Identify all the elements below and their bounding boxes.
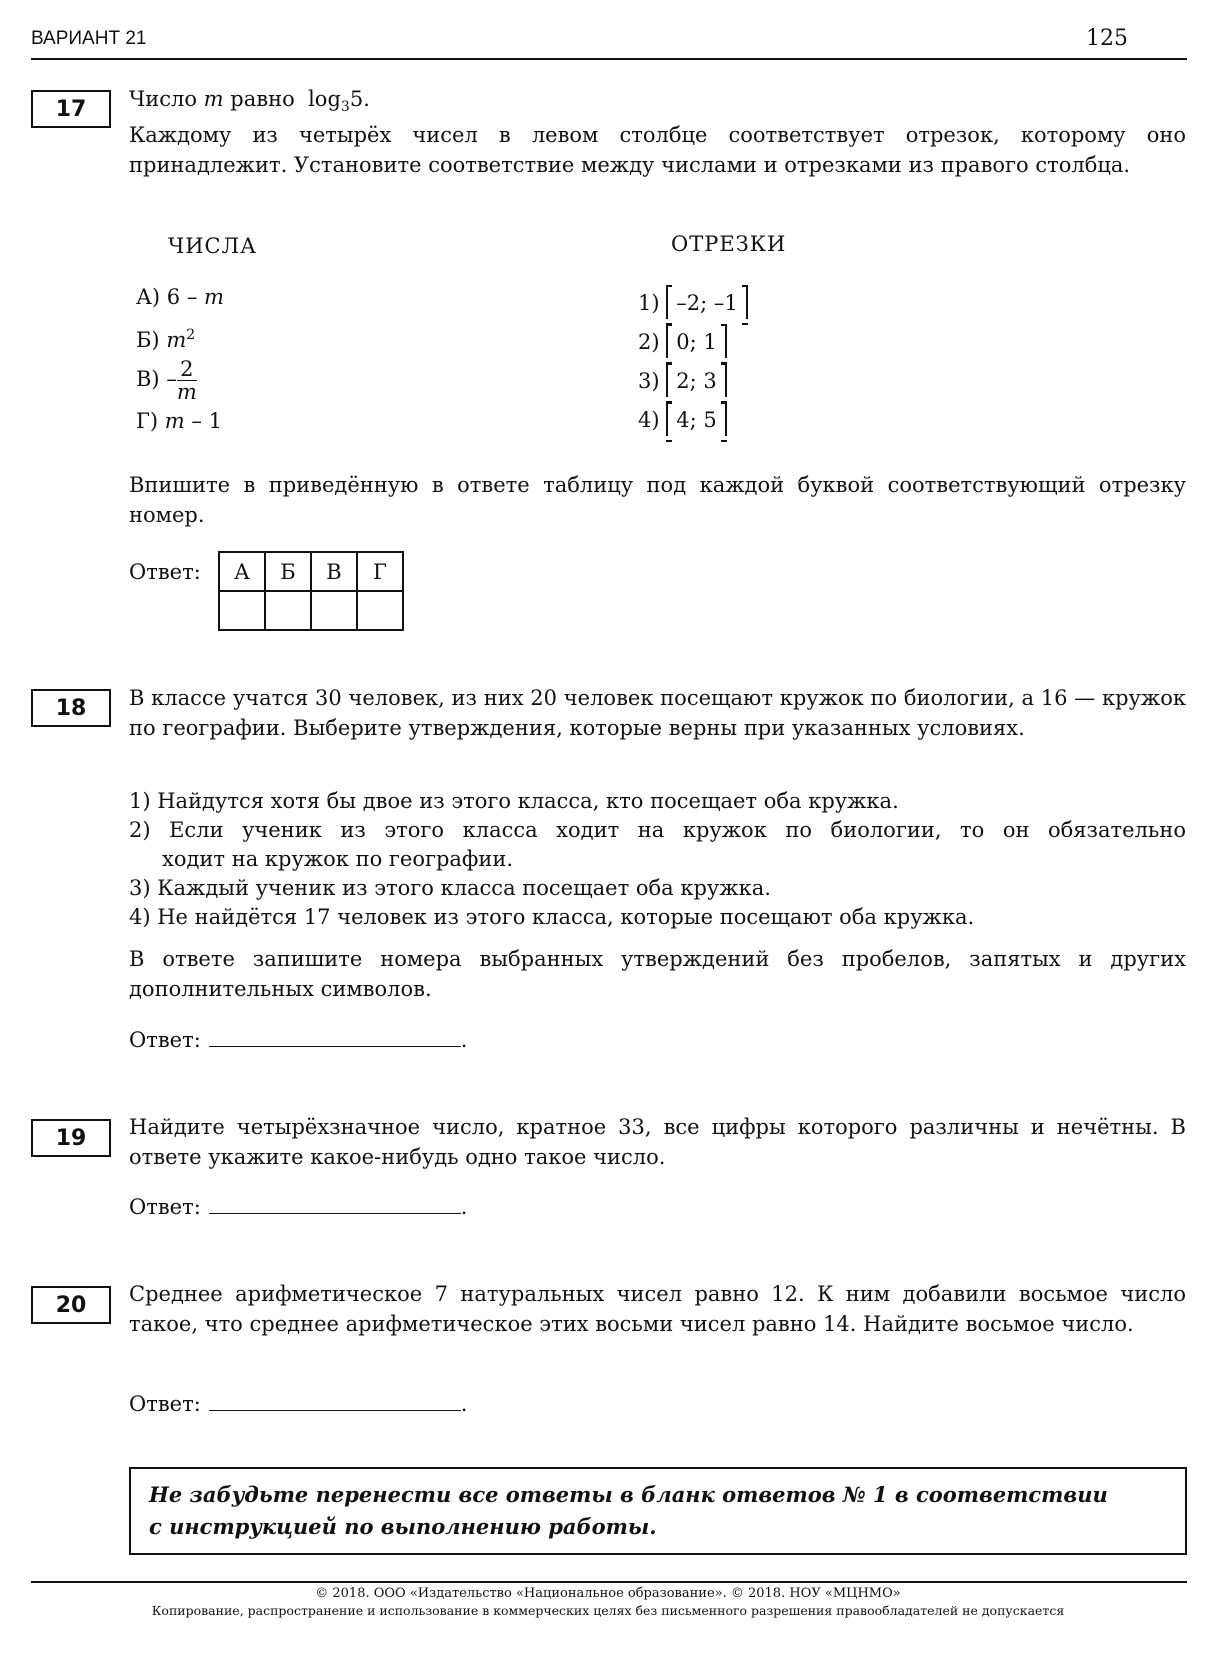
number-item-g: Г) m – 1 (136, 409, 222, 433)
segment-item-4: 4) 4; 5 (638, 404, 727, 436)
segment-item-2: 2) 0; 1 (638, 326, 727, 358)
task-18-option-2-continued: ходит на кружок по географии. (162, 847, 514, 871)
footer-notice: Копирование, распространение и использование в коммерческих целях без письменного разрешения правообладателей не допускается (151, 1603, 1065, 1618)
number-item-a: А) 6 – m (136, 285, 224, 309)
reminder-note-text: Не забудьте перенести все ответы в бланк ответов № 1 в соответствии с инструкцией по выполнению работы. (149, 1482, 1108, 1539)
number-item-v: В) – $\frac{2}{m}$ (136, 357, 197, 404)
page-number: 125 (1086, 26, 1128, 51)
segment-item-3: 3) 2; 3 (638, 365, 727, 397)
task-20-number: 20 (31, 1286, 111, 1324)
number-item-b: Б) $m^2$ (136, 327, 196, 352)
task-18-option-4: 4) Не найдётся 17 человек из этого класса, которые посещают оба кружка. (129, 905, 975, 929)
task-18-option-3: 3) Каждый ученик из этого класса посещает оба кружка. (129, 876, 771, 900)
task-18-answer-row: Ответ: . (129, 1024, 467, 1055)
task-20-text: Среднее арифметическое 7 натуральных чисел равно 12. К ним добавили восьмое число такое, что среднее арифметическое этих восьми чисел равно 14. Найдите восьмое число. (129, 1282, 1186, 1336)
task-18-answer-field[interactable] (209, 1024, 461, 1047)
task-20-answer-field[interactable] (209, 1388, 461, 1411)
footer-divider (31, 1581, 1187, 1583)
segment-item-1: 1) –2; –1 (638, 287, 748, 319)
answer-table-header-b: Б (265, 552, 311, 591)
task-18-number: 18 (31, 689, 111, 727)
header-divider (31, 58, 1187, 60)
task-17-instruction: Впишите в приведённую в ответе таблицу под каждой буквой соответствующий отрезку номер. (129, 473, 1186, 527)
task-17-answer-table (218, 551, 404, 631)
task-17-number: 17 (31, 90, 111, 128)
task-18-text: В классе учатся 30 человек, из них 20 человек посещают кружок по биологии, а 16 — кружок по географии. Выберите утверждения, которые верны при указанных условиях. (129, 686, 1186, 740)
task-18-option-1: 1) Найдутся хотя бы двое из этого класса, кто посещает оба кружка. (129, 789, 899, 813)
answer-cell-g[interactable] (357, 591, 403, 630)
task-17-answer-label: Ответ: (129, 560, 201, 584)
reminder-note-box (129, 1467, 1187, 1555)
task-19-number: 19 (31, 1119, 111, 1157)
task-19-text: Найдите четырёхзначное число, кратное 33, все цифры которого различны и нечётны. В ответе укажите какое-нибудь одно такое число. (129, 1115, 1186, 1169)
variant-title: ВАРИАНТ 21 (31, 28, 147, 49)
numbers-column-header: ЧИСЛА (168, 234, 258, 258)
segments-column-header: ОТРЕЗКИ (671, 232, 787, 256)
task-18-option-2: 2) Если ученик из этого класса ходит на кружок по биологии, то он обязательно (129, 818, 1186, 842)
answer-table-header-a: А (219, 552, 265, 591)
task-19-answer-row: Ответ: . (129, 1191, 467, 1222)
task-17-text: Каждому из четырёх чисел в левом столбце соответствует отрезок, которому оно принадлежит. Установите соответствие между числами и отрезками из правого столбца. (129, 123, 1186, 177)
answer-cell-v[interactable] (311, 591, 357, 630)
answer-cell-b[interactable] (265, 591, 311, 630)
answer-table-header-v: В (311, 552, 357, 591)
task-17-intro: Число m равно $\log_35$. (129, 87, 370, 116)
footer-copyright: © 2018. ООО «Издательство «Национальное образование». © 2018. НОУ «МЦНМО» (315, 1586, 901, 1601)
task-18-instruction: В ответе запишите номера выбранных утверждений без пробелов, запятых и других дополнительных символов. (129, 947, 1186, 1001)
task-20-answer-row: Ответ: . (129, 1388, 467, 1419)
answer-table-header-g: Г (357, 552, 403, 591)
task-19-answer-field[interactable] (209, 1191, 461, 1214)
answer-cell-a[interactable] (219, 591, 265, 630)
